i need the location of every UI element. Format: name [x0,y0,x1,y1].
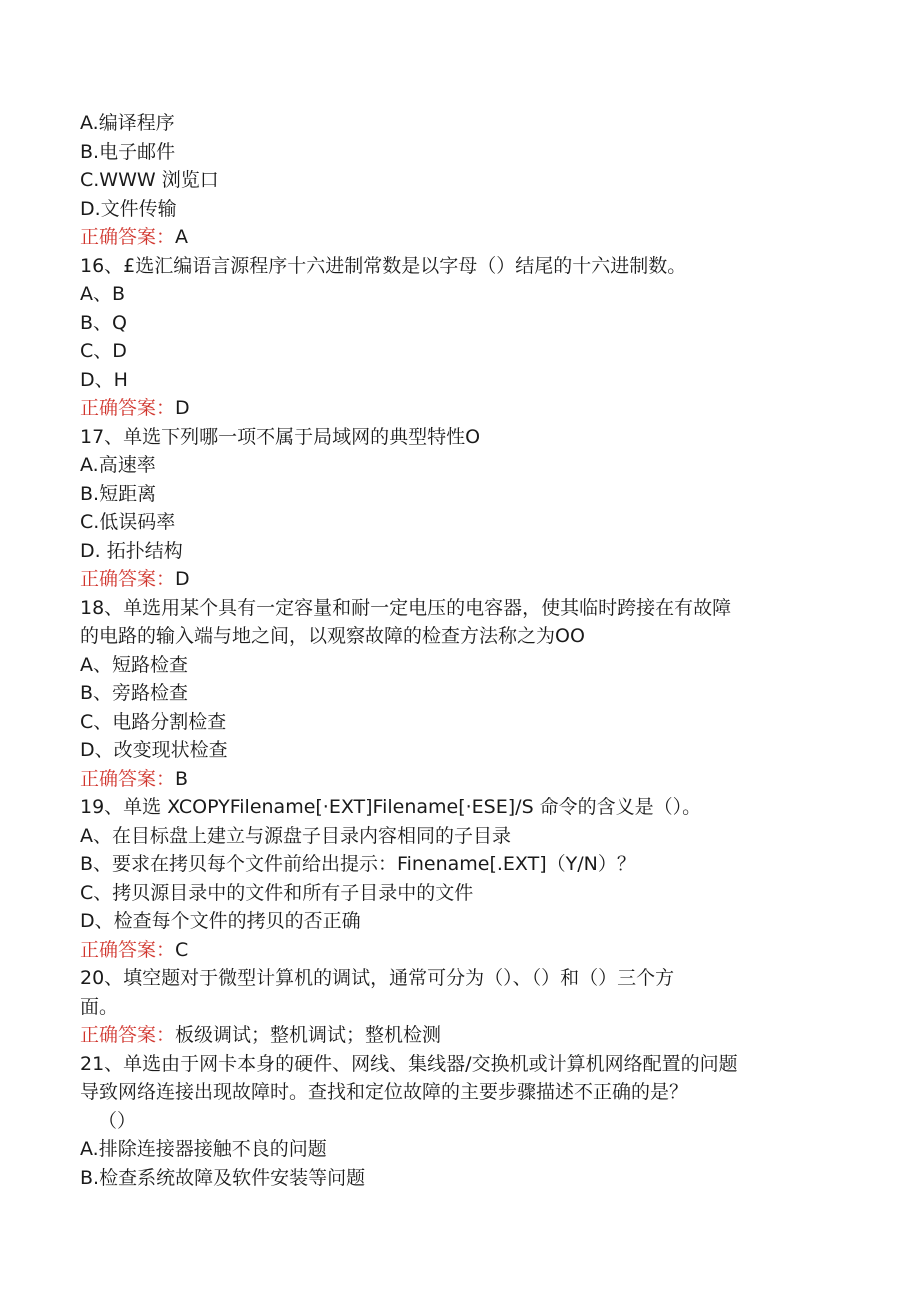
answer-value: A [175,226,189,248]
question-18-line-2: 的电路的输入端与地之间，以观察故障的检查方法称之为OO [80,625,585,647]
answer-label: 正确答案： [80,938,176,961]
question-21-line-2: 导致网络连接出现故障时。查找和定位故障的主要步骤描述不正确的是？ [80,1081,689,1103]
question-20-line-2: 面。 [80,995,119,1018]
answer-line [80,765,850,794]
option-c: C.低误码率 [80,511,176,533]
option-a: A、B [80,283,126,305]
answer-label: 正确答案： [80,1024,176,1046]
option-d: D.文件传输 [80,197,177,220]
option-c: C、拷贝源目录中的文件和所有子目录中的文件 [80,881,474,904]
question-21-line-3: （） [98,1109,137,1132]
answer-value: B [175,767,189,790]
option-a: A.编译程序 [80,112,175,134]
answer-value: C [175,938,189,961]
question-21-line-1: 21、单选由于网卡本身的硬件、网线、集线器/交换机或计算机网络配置的问题 [80,1052,738,1075]
answer-value: D [175,397,190,419]
answer-line [80,223,850,252]
option-a: A.排除连接器接触不良的问题 [80,1138,327,1160]
answer-line [80,565,850,594]
option-c: C、电路分割检查 [80,710,227,733]
option-d: D. 拓扑结构 [80,539,183,562]
option-b: B、旁路检查 [80,682,189,704]
answer-line [80,394,850,423]
answer-label: 正确答案： [80,226,176,248]
option-b: B、要求在拷贝每个文件前给出提示：Finename[.EXT]（Y/N）？ [80,853,636,875]
question-19: 19、单选 XCOPYFilename[·EXT]Filename[·ESE]/S 命令的含义是（）。 [80,796,702,818]
option-a: A、短路检查 [80,653,188,676]
answer-label: 正确答案： [80,767,176,790]
option-d: D、改变现状检查 [80,739,228,761]
answer-line [80,936,850,965]
question-18-line-1: 18、单选用某个具有一定容量和耐一定电压的电容器，使其临时跨接在有故障 [80,596,732,619]
question-17: 17、单选下列哪一项不属于局域网的典型特性O [80,425,481,448]
option-c: C.WWW 浏览口 [80,169,219,191]
option-a: A.高速率 [80,454,156,476]
answer-label: 正确答案： [80,568,176,590]
answer-value: 板级调试；整机调试；整机检测 [175,1024,442,1046]
question-20-line-1: 20、填空题对于微型计算机的调试，通常可分为（）、（）和（）三个方 [80,967,675,989]
option-b: B.短距离 [80,482,157,505]
answer-line [80,1021,850,1050]
answer-label: 正确答案： [80,397,176,419]
option-b: B.检查系统故障及软件安装等问题 [80,1166,366,1189]
question-16: 16、£选汇编语言源程序十六进制常数是以字母（）结尾的十六进制数。 [80,254,687,277]
option-d: D、H [80,368,128,391]
option-c: C、D [80,340,127,362]
option-b: B、Q [80,311,127,334]
question-list [80,109,850,1192]
option-d: D、检查每个文件的拷贝的否正确 [80,910,361,932]
option-b: B.电子邮件 [80,140,176,163]
option-a: A、在目标盘上建立与源盘子目录内容相同的子目录 [80,824,511,847]
answer-value: D [175,568,190,590]
